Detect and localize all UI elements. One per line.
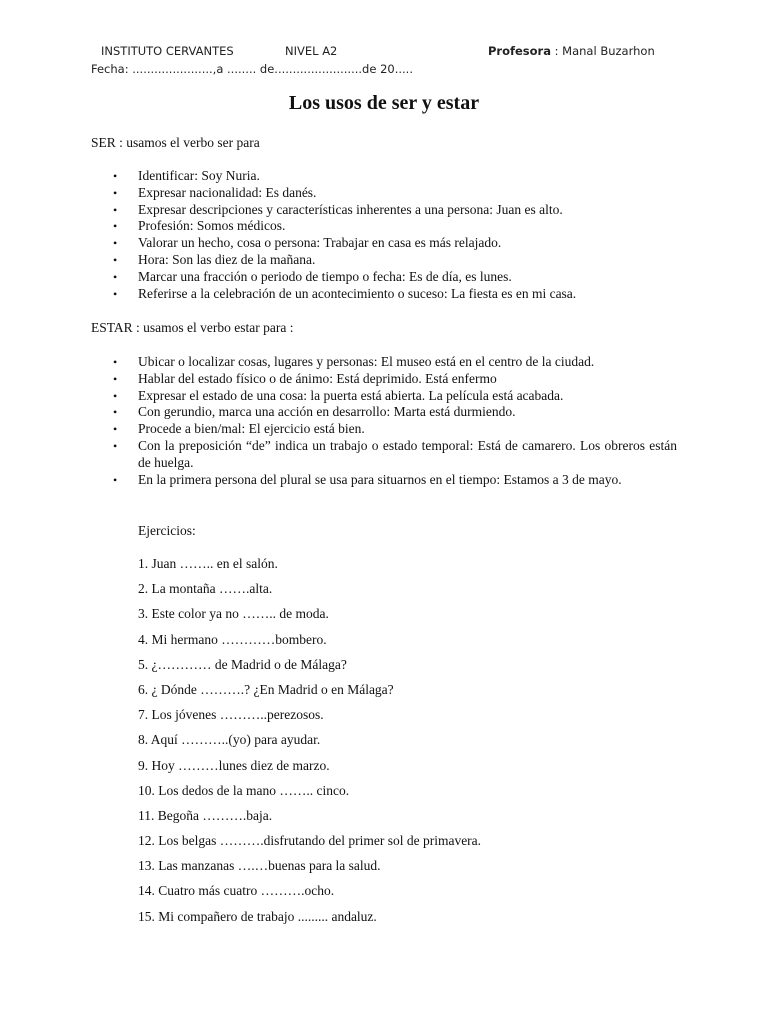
list-item: • Marcar una fracción o periodo de tiempo o fecha: Es de día, es lunes.	[91, 269, 677, 286]
date-line: Fecha: ......................,a ........ de........................de 20.....	[91, 62, 413, 76]
exercise-item: 9. Hoy ………lunes diez de marzo.	[138, 757, 330, 773]
list-item: • Ubicar o localizar cosas, lugares y personas: El museo está en el centro de la ciudad.	[91, 354, 677, 371]
exercise-item: 12. Los belgas ……….disfrutando del primer sol de primavera.	[138, 833, 482, 849]
teacher-name: Manal Buzarhon	[562, 44, 655, 58]
exercise-item: 11. Begoña ……….baja.	[138, 807, 273, 823]
teacher-separator: :	[550, 44, 563, 58]
teacher-label: Profesora	[488, 44, 551, 58]
level-label: NIVEL A2	[285, 44, 338, 58]
ser-intro: SER : usamos el verbo ser para	[91, 135, 260, 150]
exercise-item: 14. Cuatro más cuatro ……….ocho.	[138, 883, 335, 899]
list-item: • Profesión: Somos médicos.	[91, 218, 677, 235]
page-title: Los usos de ser y estar	[288, 92, 480, 114]
teacher-line	[488, 44, 655, 58]
ser-uses-list	[91, 168, 677, 302]
exercise-item: 3. Este color ya no …….. de moda.	[138, 606, 329, 622]
exercise-item: 6. ¿ Dónde ……….? ¿En Madrid o en Málaga?	[138, 681, 394, 697]
list-item: • Con gerundio, marca una acción en desarrollo: Marta está durmiendo.	[91, 404, 677, 421]
exercise-item: 15. Mi compañero de trabajo ......... andaluz.	[138, 908, 377, 924]
estar-intro: ESTAR : usamos el verbo estar para :	[91, 320, 294, 335]
exercise-item: 4. Mi hermano …………bombero.	[138, 631, 327, 647]
list-item: • Hora: Son las diez de la mañana.	[91, 252, 677, 269]
list-item: • Con la preposición “de” indica un trabajo o estado temporal: Está de camarero. Los obreros están de huelga.	[91, 438, 677, 472]
exercise-item: 8. Aquí ………..(yo) para ayudar.	[138, 732, 321, 748]
list-item: • En la primera persona del plural se usa para situarnos en el tiempo: Estamos a 3 de mayo.	[91, 472, 677, 489]
exercises-label: Ejercicios:	[138, 523, 196, 538]
list-item: • Expresar descripciones y características inherentes a una persona: Juan es alto.	[91, 202, 677, 219]
institute-name: INSTITUTO CERVANTES	[101, 44, 234, 58]
list-item: • Procede a bien/mal: El ejercicio está bien.	[91, 421, 677, 438]
exercise-item: 13. Las manzanas ….…buenas para la salud.	[138, 858, 381, 874]
estar-uses-list	[91, 354, 677, 488]
exercise-item: 2. La montaña …….alta.	[138, 581, 273, 597]
list-item: • Valorar un hecho, cosa o persona: Trabajar en casa es más relajado.	[91, 235, 677, 252]
list-item: • Identificar: Soy Nuria.	[91, 168, 677, 185]
exercise-item: 10. Los dedos de la mano …….. cinco.	[138, 782, 350, 798]
list-item: • Expresar el estado de una cosa: la puerta está abierta. La película está acabada.	[91, 388, 677, 405]
list-item: • Expresar nacionalidad: Es danés.	[91, 185, 677, 202]
list-item: • Hablar del estado físico o de ánimo: Está deprimido. Está enfermo	[91, 371, 677, 388]
list-item: • Referirse a la celebración de un acontecimiento o suceso: La fiesta es en mi casa.	[91, 286, 677, 303]
exercise-item: 7. Los jóvenes ………..perezosos.	[138, 707, 324, 723]
exercise-item: 5. ¿………… de Madrid o de Málaga?	[138, 656, 347, 672]
exercises-list	[138, 555, 481, 933]
exercise-item: 1. Juan …….. en el salón.	[138, 556, 278, 571]
